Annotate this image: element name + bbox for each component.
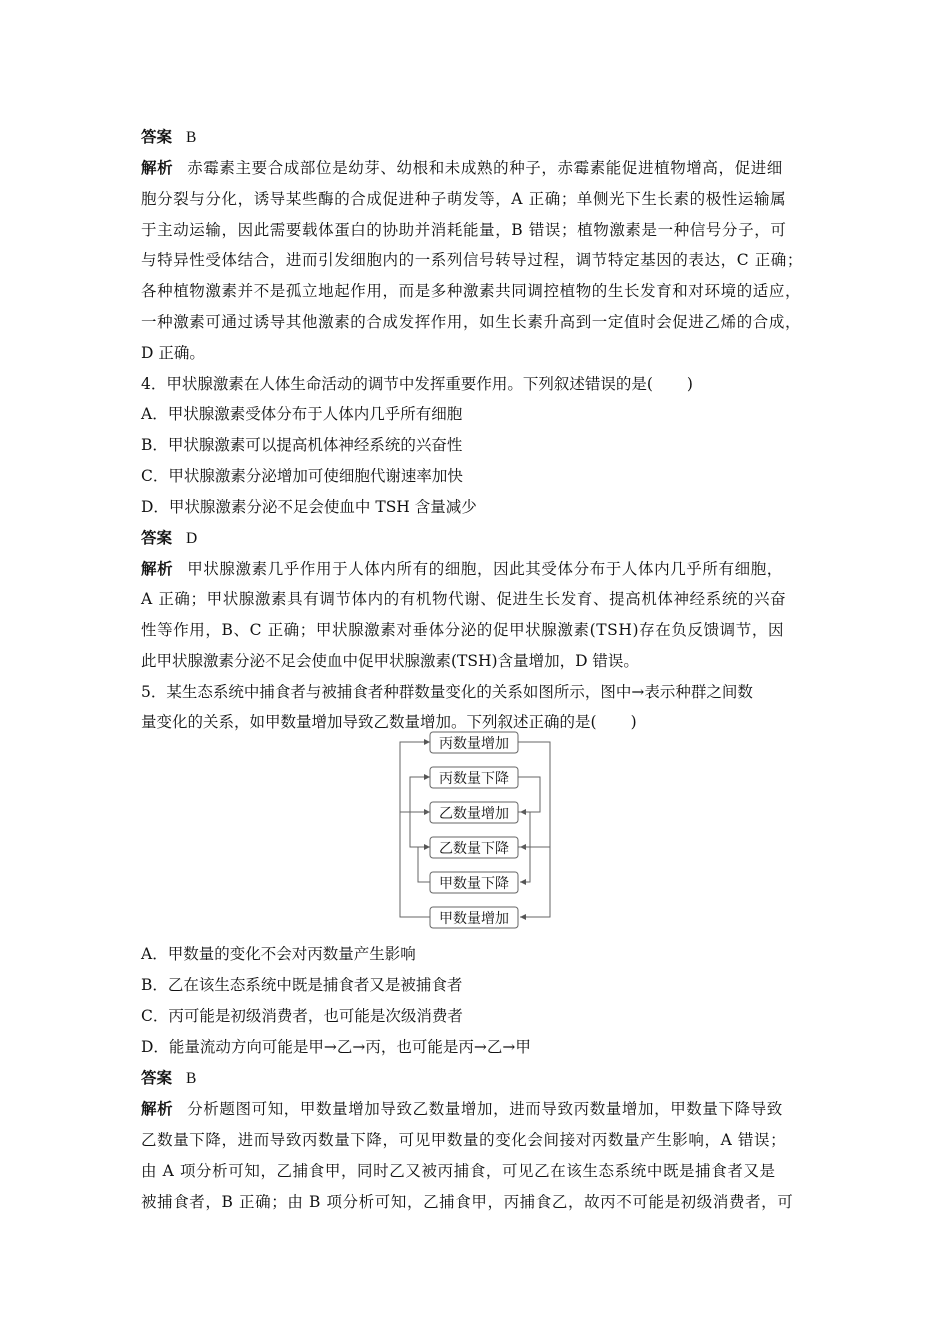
q5-answer-value: B: [186, 1070, 197, 1087]
diagram-boxes: [430, 732, 518, 928]
q3-answer-value: B: [186, 129, 197, 146]
q3-analysis-text: D 正确。: [141, 344, 205, 362]
arrow-bing-down-to-yi-up: [518, 777, 540, 812]
q4-option-b: B．甲状腺激素可以提高机体神经系统的兴奋性: [141, 436, 463, 454]
q3-analysis-text: 赤霉素主要合成部位是幼芽、幼根和未成熟的种子，赤霉素能促进植物增高，促进细: [187, 159, 783, 177]
box-bing-up-label: 丙数量增加: [439, 736, 509, 752]
box-jia-up-label: 甲数量增加: [439, 911, 509, 927]
q4-answer-line: [141, 528, 197, 549]
q4-analysis-text: A 正确；甲状腺激素具有调节体内的有机物代谢、促进生长发育、提高机体神经系统的兴奋: [141, 590, 787, 608]
q4-analysis-text: 甲状腺激素几乎作用于人体内所有的细胞，因此其受体分布于人体内几乎所有细胞，: [187, 560, 783, 578]
q5-option-d: D．能量流动方向可能是甲→乙→丙，也可能是丙→乙→甲: [141, 1038, 531, 1056]
box-yi-down-label: 乙数量下降: [439, 841, 509, 857]
q4-option-d: D．甲状腺激素分泌不足会使血中 TSH 含量减少: [141, 498, 477, 516]
box-bing-down-label: 丙数量下降: [439, 771, 509, 787]
q4-answer-label: 答案: [141, 529, 173, 547]
q4-option-a: A．甲状腺激素受体分布于人体内几乎所有细胞: [141, 405, 463, 423]
q5-stem-line: 5．某生态系统中捕食者与被捕食者种群数量变化的关系如图所示，图中→表示种群之间数: [141, 683, 753, 701]
q5-stem-line: [141, 712, 637, 732]
q3-analysis-text: 与特异性受体结合，进而引发细胞内的一系列信号转导过程，调节特定基因的表达，C 正确；: [141, 251, 803, 269]
q4-analysis-text: 性等作用，B、C 正确；甲状腺激素对垂体分泌的促甲状腺激素(TSH)存在负反馈调节，因: [141, 621, 785, 639]
q4-stem: [141, 374, 693, 394]
q3-analysis-text: 胞分裂与分化，诱导某些酶的合成促进种子萌发等，A 正确；单侧光下生长素的极性运输属: [141, 190, 787, 208]
q3-analysis-text: 一种激素可通过诱导其他激素的合成发挥作用，如生长素升高到一定值时会促进乙烯的合成，: [141, 313, 802, 331]
box-yi-up-label: 乙数量增加: [439, 806, 509, 822]
q5-analysis-text: 被捕食者，B 正确；由 B 项分析可知，乙捕食甲，丙捕食乙，故丙不可能是初级消费者，可: [141, 1193, 794, 1211]
q3-answer-line: [141, 127, 196, 148]
q5-option-a: A．甲数量的变化不会对丙数量产生影响: [141, 945, 416, 963]
arrow-jia-down-to-yi-down: [418, 847, 430, 882]
q3-analysis-label: 解析: [141, 159, 174, 177]
q5-option-c: C．丙可能是初级消费者，也可能是次级消费者: [141, 1007, 463, 1025]
q4-analysis-text: 此甲状腺激素分泌不足会使血中促甲状腺激素(TSH)含量增加，D 错误。: [141, 652, 639, 670]
q5-analysis-text: 分析题图可知，甲数量增加导致乙数量增加，进而导致丙数量增加，甲数量下降导致: [187, 1100, 783, 1118]
arrow-bing-up-to-yi-down: [518, 742, 550, 847]
q4-analysis-line: [141, 559, 783, 579]
q3-analysis-line: [141, 158, 783, 178]
q3-analysis-text: 各种植物激素并不是孤立地起作用，而是多种激素共同调控植物的生长发育和对环境的适应，: [141, 282, 802, 300]
q5-option-b: B．乙在该生态系统中既是捕食者又是被捕食者: [141, 976, 463, 994]
q5-answer-label: 答案: [141, 1069, 173, 1087]
q5-stem-text: 量变化的关系，如甲数量增加导致乙数量增加。下列叙述正确的是(: [141, 713, 597, 731]
q5-analysis-text: 由 A 项分析可知，乙捕食甲，同时乙又被丙捕食，可见乙在该生态系统中既是捕食者又是: [141, 1162, 776, 1180]
q5-analysis-text: 乙数量下降，进而导致丙数量下降，可见甲数量的变化会间接对丙数量产生影响，A 错误；: [141, 1131, 787, 1149]
q4-answer-value: D: [186, 530, 198, 547]
q5-analysis-label: 解析: [141, 1100, 174, 1118]
q5-stem-end: ): [630, 713, 637, 731]
q4-stem-text: 4．甲状腺激素在人体生命活动的调节中发挥重要作用。下列叙述错误的是(: [141, 375, 653, 393]
q4-option-c: C．甲状腺激素分泌增加可使细胞代谢速率加快: [141, 467, 463, 485]
q5-analysis-line: [141, 1099, 783, 1119]
box-jia-down-label: 甲数量下降: [439, 876, 509, 892]
population-diagram: [396, 728, 556, 928]
q5-answer-line: [141, 1068, 196, 1089]
q4-analysis-label: 解析: [141, 560, 174, 578]
population-diagram-svg: [396, 728, 556, 928]
q4-stem-end: ): [686, 375, 693, 393]
q3-answer-label: 答案: [141, 128, 173, 146]
q3-analysis-text: 于主动运输，因此需要载体蛋白的协助并消耗能量，B 错误；植物激素是一种信号分子，可: [141, 221, 787, 239]
arrow-jia-up-to-yi-up: [400, 812, 430, 917]
